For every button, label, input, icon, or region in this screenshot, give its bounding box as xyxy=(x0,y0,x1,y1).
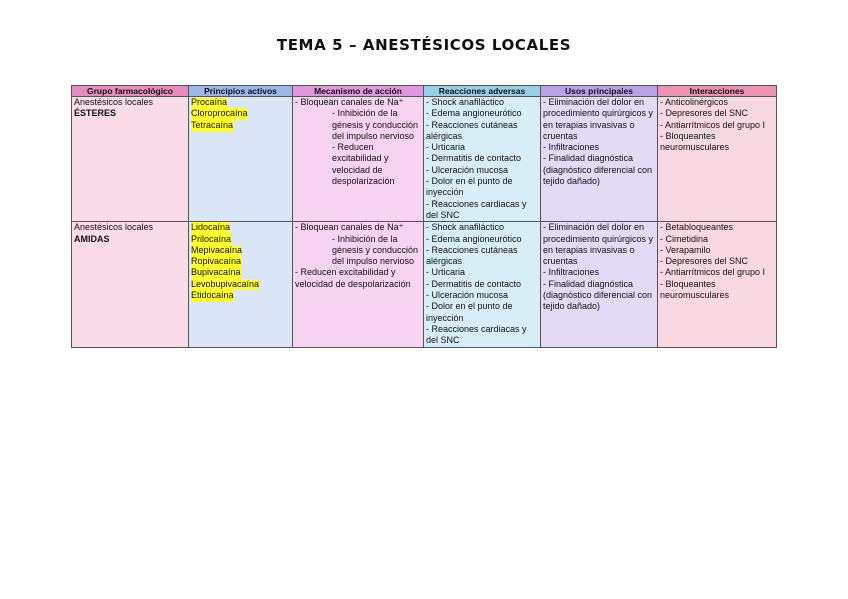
adverse-item: - Edema angioneurótico xyxy=(426,233,522,244)
drug-name: Bupivacaína xyxy=(191,267,241,278)
use-item: - Infiltraciones xyxy=(543,142,600,153)
page-title: TEMA 5 – ANESTÉSICOS LOCALES xyxy=(276,36,572,54)
drug-name: Etidocaína xyxy=(191,290,234,301)
use-item: - Infiltraciones xyxy=(543,267,600,278)
adverse-item: - Urticaria xyxy=(426,267,466,278)
interaction-item: - Cimetidina xyxy=(660,233,709,244)
interaction-item: - Bloqueantes neuromusculares xyxy=(660,278,730,301)
drug-name: Mepivacaína xyxy=(191,244,243,255)
table-header-row xyxy=(72,86,777,97)
mechanism-sub: - Inhibición de la génesis y conducción del impulso nervioso xyxy=(332,108,419,141)
group-cell xyxy=(72,97,189,222)
group-cell xyxy=(72,222,189,347)
drug-name: Levobupivacaína xyxy=(191,278,260,289)
interaction-item: - Depresores del SNC xyxy=(660,108,749,119)
table-row xyxy=(72,97,777,222)
interaction-item: - Antiarrítmicos del grupo I xyxy=(660,119,766,130)
use-item: - Finalidad diagnóstica (diagnóstico diferencial con tejido dañado) xyxy=(543,278,653,312)
interaction-item: - Depresores del SNC xyxy=(660,256,749,267)
adverse-item: - Edema angioneurótico xyxy=(426,108,522,119)
adverse-item: - Dermatitis de contacto xyxy=(426,153,522,164)
interactions-cell xyxy=(658,222,777,347)
drug-name: Ropivacaína xyxy=(191,256,242,267)
interaction-item: - Antiarrítmicos del grupo I xyxy=(660,267,766,278)
adverse-item: - Ulceración mucosa xyxy=(426,290,509,301)
group-label: Anestésicos locales xyxy=(74,97,154,107)
mechanism-main: - Bloquean canales de Na⁺ xyxy=(295,97,404,107)
mechanism-sub: - Reducen excitabilidad y velocidad de despolarización xyxy=(332,142,395,187)
use-item: - Eliminación del dolor en procedimiento quirúrgicos y en terapias invasivas o cruentas xyxy=(543,97,654,141)
use-item: - Eliminación del dolor en procedimiento quirúrgicos y en terapias invasivas o cruentas xyxy=(543,222,654,267)
drugs-cell xyxy=(189,97,293,222)
interaction-item: - Verapamilo xyxy=(660,244,711,255)
interaction-item: - Anticolinérgicos xyxy=(660,97,729,107)
drug-name: Lidocaína xyxy=(191,222,231,233)
adverse-item: - Shock anafiláctico xyxy=(426,222,505,233)
interactions-cell xyxy=(658,97,777,222)
header-reacciones: Reacciones adversas xyxy=(424,86,541,97)
adverse-item: - Dermatitis de contacto xyxy=(426,278,522,289)
adverse-item: - Dolor en el punto de inyección xyxy=(426,176,513,198)
drug-name: Prilocaína xyxy=(191,233,232,244)
group-name: AMIDAS xyxy=(74,233,110,244)
header-interacciones: Interacciones xyxy=(658,86,777,97)
adverse-cell xyxy=(424,222,541,347)
group-label: Anestésicos locales xyxy=(74,222,154,233)
drugs-cell xyxy=(189,222,293,347)
mechanism-main: - Bloquean canales de Na⁺ xyxy=(295,222,404,233)
adverse-item: - Dolor en el punto de inyección xyxy=(426,301,513,323)
mechanism-sub: - Inhibición de la génesis y conducción del impulso nervioso xyxy=(332,233,419,267)
adverse-item: - Reacciones cardiacas y del SNC xyxy=(426,323,527,346)
header-usos: Usos principales xyxy=(541,86,658,97)
adverse-item: - Urticaria xyxy=(426,142,466,153)
table-row xyxy=(72,222,777,347)
adverse-item: - Reacciones cardiacas y del SNC xyxy=(426,198,527,220)
anesthetics-table xyxy=(71,85,777,348)
header-grupo: Grupo farmacológico xyxy=(72,86,189,97)
use-item: - Finalidad diagnóstica (diagnóstico diferencial con tejido dañado) xyxy=(543,153,653,187)
header-principios: Principios activos xyxy=(189,86,293,97)
drug-name: Cloroprocaína xyxy=(191,108,248,119)
adverse-item: - Ulceración mucosa xyxy=(426,164,509,175)
drug-name: Tetracaína xyxy=(191,119,234,130)
header-mecanismo: Mecanismo de acción xyxy=(293,86,424,97)
interaction-item: - Betabloqueantes xyxy=(660,222,734,233)
adverse-item: - Shock anafiláctico xyxy=(426,97,505,107)
interaction-item: - Bloqueantes neuromusculares xyxy=(660,130,730,153)
mechanism-tail: - Reducen excitabilidad y velocidad de despolarización xyxy=(295,267,411,289)
uses-cell xyxy=(541,222,658,347)
mechanism-cell xyxy=(293,97,424,222)
adverse-item: - Reacciones cutáneas alérgicas xyxy=(426,119,518,141)
mechanism-cell xyxy=(293,222,424,347)
drug-name: Procaína xyxy=(191,97,228,107)
adverse-item: - Reacciones cutáneas alérgicas xyxy=(426,244,518,267)
adverse-cell xyxy=(424,97,541,222)
uses-cell xyxy=(541,97,658,222)
group-name: ÉSTERES xyxy=(74,108,117,119)
